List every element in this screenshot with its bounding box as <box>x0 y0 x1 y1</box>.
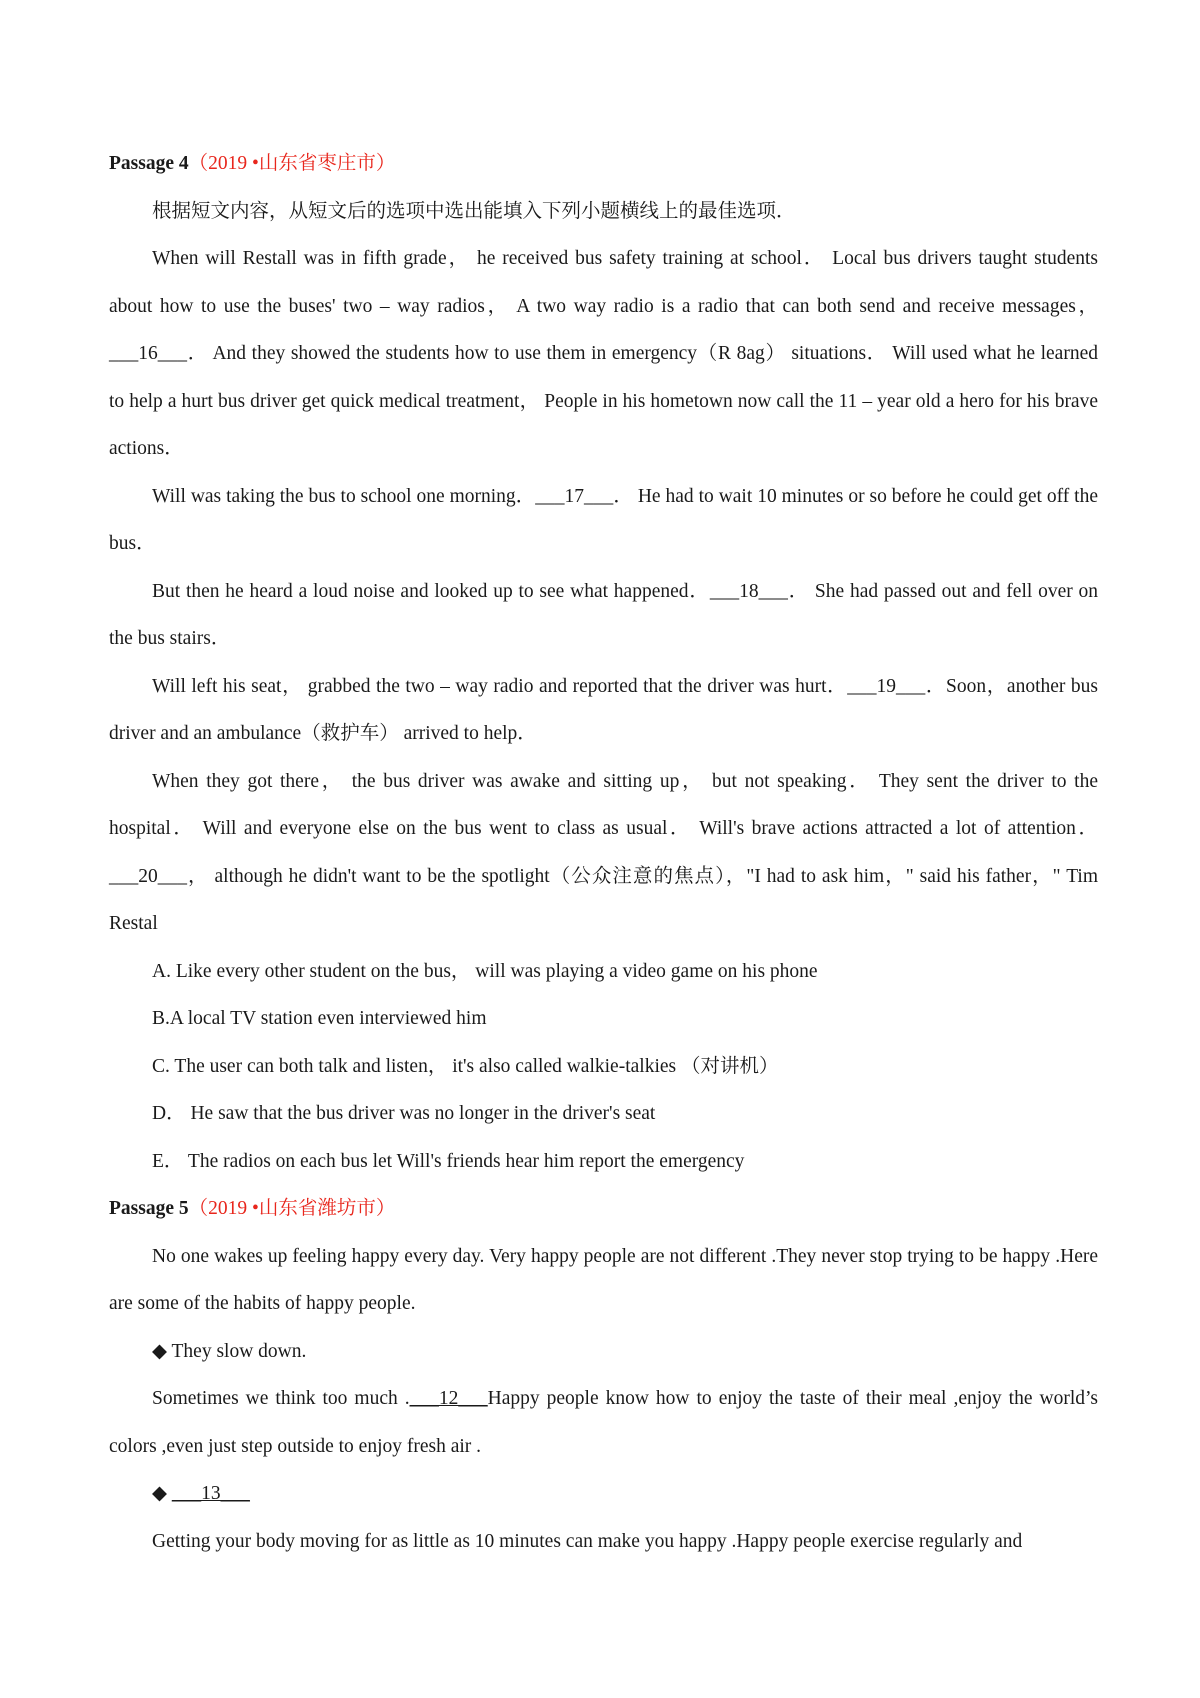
option-a: A. Like every other student on the bus， will was playing a video game on his phone <box>152 960 818 982</box>
document-page <box>109 140 1098 1565</box>
option-d: D． He saw that the bus driver was no longer in the driver's seat <box>152 1103 656 1124</box>
paragraph-2-end: Happy people know how to enjoy the taste of their meal ,enjoy the world’s colors ,even just step outside to enjoy fresh air . <box>109 1388 1098 1457</box>
diamond-bullet-icon: ◆ <box>152 1483 167 1504</box>
passage-5-heading-slow-down: ◆ They slow down. <box>152 1340 307 1362</box>
passage-5-paragraph-1: No one wakes up feeling happy every day. Very happy people are not different .They never stop trying to be happy .Here are some of the habits of happy people. <box>109 1245 1098 1314</box>
blank-12: ___12___ <box>409 1388 488 1409</box>
passage-4-source: （2019 •山东省枣庄市） <box>188 153 396 174</box>
passage-5-label: Passage 5 <box>109 1198 189 1219</box>
passage-4-paragraph-5: When they got there， the bus driver was awake and sitting up， but not speaking． They sent the driver to the hospital． Will and everyone else on the bus went to class as usual． Will's brave actions attracted a lot of attention．___20___， although he didn't want to be the spotlight（公众注意的焦点），"I had to ask him，" said his father，" Tim Restal <box>109 770 1098 934</box>
option-b: B.A local TV station even interviewed him <box>152 1008 487 1029</box>
passage-4-title <box>109 140 1098 188</box>
passage-5-paragraph-2 <box>109 1375 1098 1470</box>
blank-13: ___13___ <box>171 1483 250 1504</box>
option-c: C. The user can both talk and listen， it's also called walkie-talkies （对讲机） <box>152 1055 779 1077</box>
passage-4-label: Passage 4 <box>109 153 189 174</box>
passage-4-instruction: 根据短文内容，从短文后的选项中选出能填入下列小题横线上的最佳选项． <box>152 200 796 222</box>
passage-4-paragraph-2: Will was taking the bus to school one morning．___17___． He had to wait 10 minutes or so before he could get off the bus． <box>109 485 1098 554</box>
option-e: E． The radios on each bus let Will's friends hear him report the emergency <box>152 1150 745 1172</box>
paragraph-2-start: Sometimes we think too much . <box>152 1388 410 1409</box>
passage-4-paragraph-4: Will left his seat， grabbed the two – way radio and reported that the driver was hurt．___19___．Soon，another bus driver and an ambulance（救护车） arrived to help． <box>109 675 1098 744</box>
passage-4-paragraph-3: But then he heard a loud noise and looked up to see what happened．___18___． She had passed out and fell over on the bus stairs． <box>109 580 1098 649</box>
passage-5-title <box>109 1185 1098 1233</box>
passage-5-source: （2019 •山东省潍坊市） <box>188 1198 396 1219</box>
passage-5-paragraph-3: Getting your body moving for as little as 10 minutes can make you happy .Happy people exercise regularly and <box>152 1530 1023 1552</box>
passage-5-heading-blank-13 <box>109 1470 1098 1518</box>
passage-4-paragraph-1: When will Restall was in fifth grade， he received bus safety training at school． Local bus drivers taught students about how to use the buses' two – way radios， A two way radio is a radio that can both send and receive messages，___16___． And they showed the students how to use them in emergency（R 8ag） situations． Will used what he learned to help a hurt bus driver get quick medical treatment， People in his hometown now call the 11 – year old a hero for his brave actions． <box>109 248 1098 459</box>
